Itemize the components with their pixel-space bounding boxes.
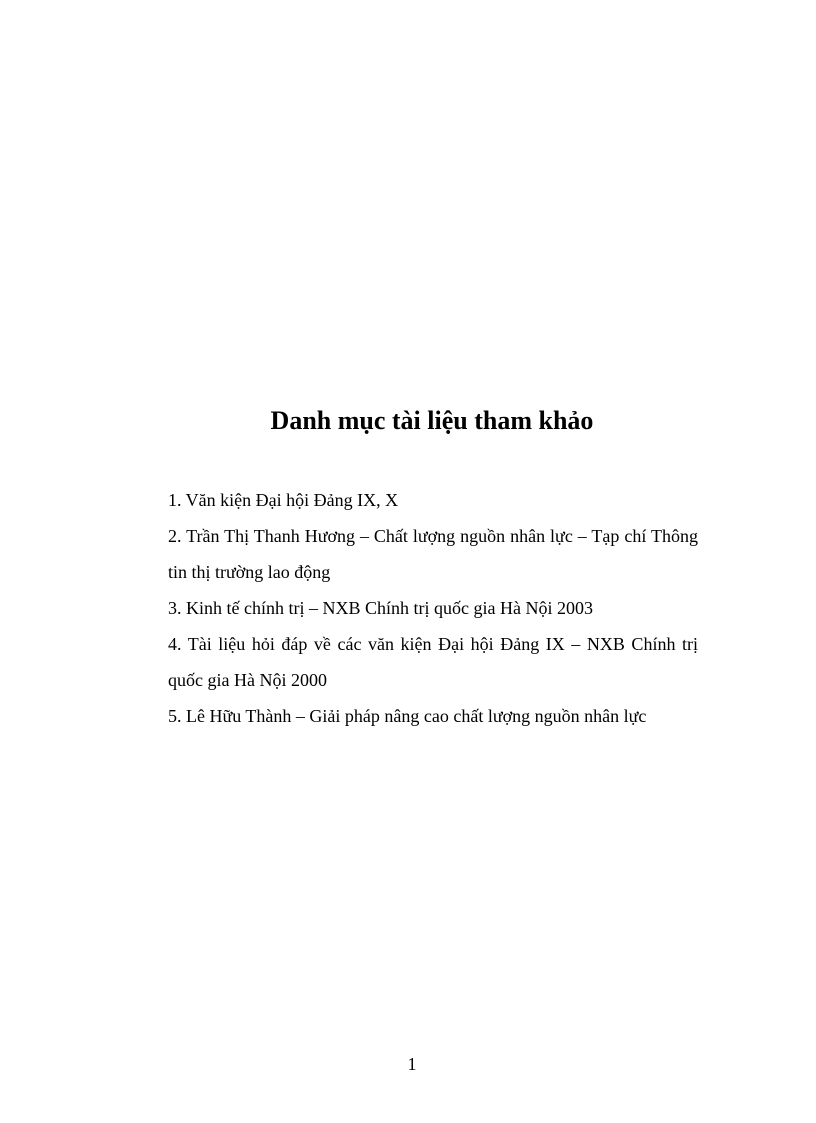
reference-item-5: 5. Lê Hữu Thành – Giải pháp nâng cao chất lượng nguồn nhân lực (168, 706, 647, 726)
reference-item-2: 2. Trần Thị Thanh Hương – Chất lượng nguồn nhân lực – Tạp chí Thông tin thị trường lao động (168, 526, 698, 582)
page-title: Danh mục tài liệu tham khảo (270, 406, 594, 435)
reference-item-1: 1. Văn kiện Đại hội Đảng IX, X (168, 490, 399, 510)
reference-item-3: 3. Kinh tế chính trị – NXB Chính trị quốc gia Hà Nội 2003 (168, 598, 593, 618)
reference-list (168, 482, 698, 734)
reference-item-4: 4. Tài liệu hỏi đáp về các văn kiện Đại hội Đảng IX – NXB Chính trị quốc gia Hà Nội 2000 (168, 634, 698, 690)
page-number: 1 (407, 1054, 417, 1074)
